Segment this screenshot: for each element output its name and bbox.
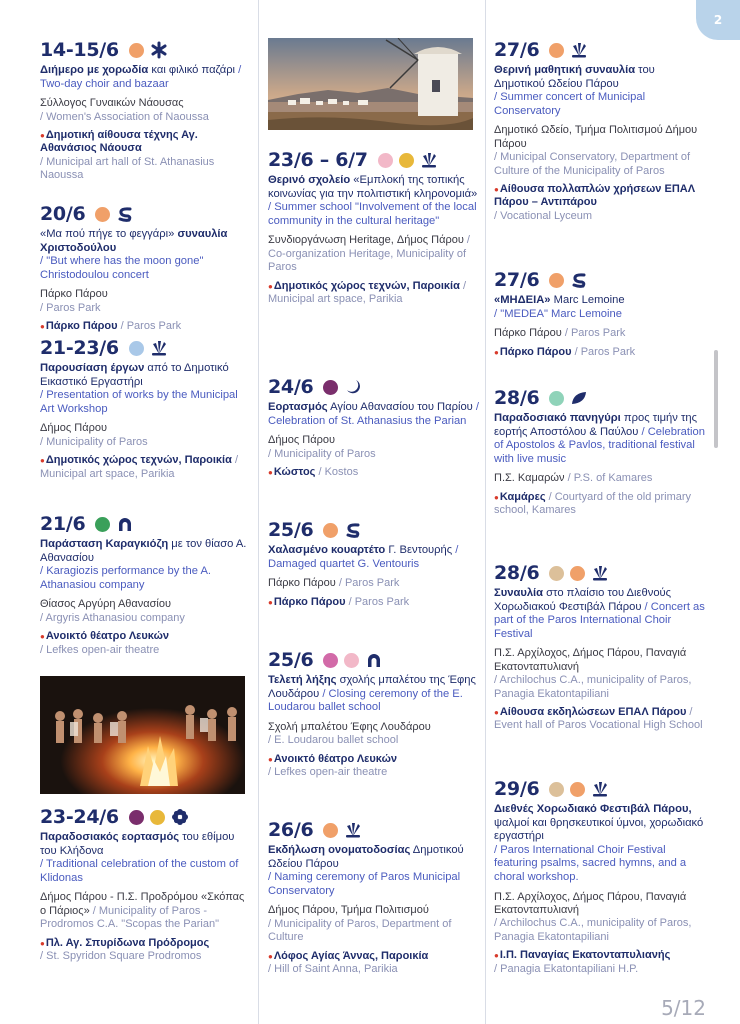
event-date: 24/6 (268, 376, 314, 398)
event-organizer-gr: Πάρκο Πάρου (268, 577, 336, 590)
event-title (268, 544, 480, 571)
event-date: 28/6 (494, 387, 540, 409)
event-organizer-en: / Municipality of Paros (268, 448, 480, 461)
event-title-rest: Marc Lemoine (550, 294, 625, 306)
event-location (494, 949, 706, 962)
event-title (268, 674, 480, 715)
event-title-en: / Summer concert of Municipal Conservatory (494, 91, 706, 118)
event-title-bold: Παράσταση Καραγκιόζη (40, 538, 169, 550)
wave-s-icon (116, 205, 134, 223)
event-title-bold: Διεθνές Χορωδιακό Φεστιβάλ Πάρου, (494, 803, 692, 815)
event-title (494, 803, 706, 844)
event-organizer (268, 721, 480, 734)
event-organizer-gr: Σχολή μπαλέτου Έφης Λουδάρου (268, 720, 431, 733)
category-dot (323, 380, 338, 395)
event-organizer (268, 577, 480, 590)
event-title-en: / Presentation of works by the Municipal Art Workshop (40, 389, 252, 416)
event-title-rest: Αγίου Αθανασίου του Παρίου (327, 401, 473, 413)
event-location-en: / Paros Park (346, 596, 410, 608)
event-organizer (494, 327, 706, 340)
event-location-gr: Δημοτικός χώρος τεχνών, Παροικία (273, 279, 460, 292)
event-title (268, 174, 480, 201)
event-location (268, 950, 480, 963)
event-date-row (40, 202, 252, 226)
event-title-bold: συναυλία Χριστοδούλου (40, 228, 228, 254)
category-dot (549, 391, 564, 406)
event-organizer-gr: Σύλλογος Γυναικών Νάουσας (40, 97, 184, 110)
event-location (494, 706, 706, 733)
event-title-bold: Χαλασμένο κουαρτέτο (268, 544, 386, 556)
flower-icon (171, 808, 189, 826)
event-location-en: / Panagia Ekatontapiliani H.P. (494, 963, 706, 976)
event-title-en: / Celebration of Apostolos & Pavlos, traditional festival with live music (494, 426, 705, 465)
arch-icon (116, 515, 134, 533)
event-location-en: / Paros Park (118, 320, 182, 332)
arch-icon (365, 651, 383, 669)
event-location (268, 753, 480, 766)
event-entry (268, 818, 480, 976)
event-title-rest: στο πλαίσιο του Διεθνούς Χορωδιακού Φεστιβάλ Πάρου (494, 587, 672, 613)
event-organizer (268, 434, 480, 447)
event-title-rest: σχολής μπαλέτου της Έφης Λουδάρου (268, 674, 476, 700)
event-organizer-gr: Δήμος Πάρου, Τμήμα Πολιτισμού (268, 904, 429, 917)
event-title (40, 228, 252, 255)
event-title-en: / Karagiozis performance by the A. Athanasiou company (40, 565, 252, 592)
event-location-en: / Municipal art space, Parikia (268, 280, 466, 305)
event-organizer-gr: Δημοτικό Ωδείο, Τμήμα Πολιτισμού Δήμου Πάρου (494, 124, 698, 150)
event-title (40, 64, 252, 91)
event-date-row (40, 336, 252, 360)
event-title (40, 831, 252, 858)
event-date: 23-24/6 (40, 806, 119, 828)
event-title-en: / Naming ceremony of Paros Municipal Conservatory (268, 871, 480, 898)
event-date: 25/6 (268, 649, 314, 671)
location-pin-icon: ● (494, 492, 499, 502)
event-organizer-en: / Paros Park (40, 302, 252, 315)
event-location-gr: Καμάρες (499, 490, 546, 503)
event-title-en: / Closing ceremony of the E. Loudarou ballet school (268, 688, 463, 714)
column-divider (485, 0, 486, 1024)
event-organizer-en: / Municipality of Paros - Prodromos C.A. "Scopas the Parian" (40, 905, 219, 930)
category-dot (129, 810, 144, 825)
event-title-en: / Concert as part of the Paros International Choir Festival (494, 601, 705, 640)
wave-s-icon (344, 521, 362, 539)
event-entry (494, 38, 706, 223)
event-date: 23/6 – 6/7 (268, 149, 368, 171)
location-pin-icon: ● (40, 456, 45, 466)
event-organizer (40, 598, 252, 611)
event-title-en: / Traditional celebration of the custom of Klidonas (40, 858, 252, 885)
event-organizer-gr: Δήμος Πάρου (40, 422, 107, 435)
event-title-bold: Θερινό σχολείο (268, 174, 351, 186)
category-dot (344, 653, 359, 668)
event-title-bold: Εορτασμός (268, 401, 328, 413)
fan-icon (591, 780, 609, 798)
fan-icon (150, 339, 168, 357)
event-organizer (40, 422, 252, 435)
event-title-bold: Διήμερο με χορωδία (40, 64, 149, 76)
event-location (40, 129, 252, 156)
event-organizer-gr: Δήμος Πάρου (268, 434, 335, 447)
category-dot (549, 566, 564, 581)
event-entry (268, 375, 480, 479)
event-title (40, 538, 252, 565)
event-location (494, 183, 706, 210)
event-title (494, 294, 706, 308)
event-organizer-en: / Paros Park (336, 577, 400, 589)
event-entry (494, 386, 706, 518)
event-location-en: / Event hall of Paros Vocational High School (494, 706, 703, 731)
event-date-row (494, 777, 706, 801)
event-organizer-gr: Πάρκο Πάρου (494, 327, 562, 340)
event-organizer-en: / Argyris Athanasiou company (40, 612, 252, 625)
event-location-en: / Municipal art hall of St. Athanasius Naoussa (40, 156, 252, 183)
event-title-en: / Celebration of St. Athanasius the Parian (268, 401, 479, 427)
location-pin-icon: ● (268, 281, 273, 291)
event-date: 26/6 (268, 819, 314, 841)
event-date: 25/6 (268, 519, 314, 541)
event-title-en: / "MEDEA" Marc Lemoine (494, 308, 706, 322)
event-title-bold: Τελετή λήξης (268, 674, 337, 686)
event-organizer-gr: Συνδιοργάνωση Heritage, Δήμος Πάρου (268, 234, 464, 247)
event-location-en: / Vocational Lyceum (494, 210, 706, 223)
event-location-en: / Courtyard of the old primary school, Kamares (494, 491, 691, 516)
event-organizer (268, 234, 480, 274)
event-title-rest: ψαλμοί και θρησκευτικοί ύμνοι, χορωδιακό εργαστήρι (494, 816, 704, 843)
category-dot (95, 517, 110, 532)
event-organizer (494, 124, 706, 151)
category-dot (323, 653, 338, 668)
event-location-en: / Paros Park (572, 346, 636, 358)
event-title-bold: Θερινή μαθητική συναυλία (494, 64, 636, 76)
event-entry (40, 38, 252, 183)
category-dot (549, 43, 564, 58)
event-location (40, 937, 252, 950)
column-divider (258, 0, 259, 1024)
event-organizer-en: / Co-organization Heritage, Municipality of Paros (268, 234, 470, 273)
category-dot (323, 523, 338, 538)
event-date-row (494, 561, 706, 585)
location-pin-icon: ● (494, 951, 499, 961)
event-location-en: / Municipal art space, Parikia (40, 454, 238, 479)
event-organizer-en: / Archilochus C.A., municipality of Paros, Panagia Ekatontapiliani (494, 917, 706, 944)
event-location (268, 466, 480, 479)
event-title-bold: Παραδοσιακός εορτασμός (40, 831, 180, 843)
event-date: 14-15/6 (40, 39, 119, 61)
event-entry (40, 336, 252, 481)
event-location-gr: Λόφος Αγίας Άννας, Παροικία (273, 949, 429, 962)
event-organizer (268, 904, 480, 917)
event-location (494, 346, 706, 359)
event-location-en: / St. Spyridon Square Prodromos (40, 950, 252, 963)
event-date-row (268, 375, 480, 399)
event-title-en: / Paros International Choir Festival featuring psalms, sacred hymns, and a choral workshop. (494, 844, 706, 885)
event-organizer-en: / Municipality of Paros (40, 436, 252, 449)
event-organizer (40, 97, 252, 110)
event-entry (268, 148, 480, 306)
column-3 (494, 0, 706, 1024)
category-dot (323, 823, 338, 838)
event-title-rest: του εθίμου του Κλήδονα (40, 831, 235, 857)
event-location-gr: Πάρκο Πάρου (499, 345, 572, 358)
event-title-rest: από το Δημοτικό Εικαστικό Εργαστήρι (40, 362, 229, 388)
event-title (268, 844, 480, 871)
event-location-en: / Hill of Saint Anna, Parikia (268, 963, 480, 976)
location-pin-icon: ● (268, 951, 273, 961)
event-location-gr: Αίθουσα πολλαπλών χρήσεων ΕΠΑΛ Πάρου – Αντιπάρου (494, 183, 696, 209)
event-location-gr: Δημοτικός χώρος τεχνών, Παροικία (45, 454, 232, 467)
event-organizer-gr: Π.Σ. Αρχίλοχος, Δήμος Πάρου, Παναγιά Εκατονταπυλιανή (494, 647, 687, 673)
event-title (494, 64, 706, 91)
event-location (40, 320, 252, 333)
event-organizer-gr: Π.Σ. Καμαρών (494, 472, 565, 485)
event-date: 29/6 (494, 778, 540, 800)
event-location-gr: Πάρκο Πάρου (273, 595, 346, 608)
event-organizer-en: / E. Loudarou ballet school (268, 734, 480, 747)
event-organizer-en: / P.S. of Kamares (565, 472, 653, 484)
category-dot (549, 273, 564, 288)
event-date-row (494, 386, 706, 410)
event-title-rest: Γ. Βεντουρής (385, 544, 453, 556)
event-date: 21/6 (40, 513, 86, 535)
event-title-bold: «ΜΗΔΕΙΑ» (494, 294, 551, 306)
event-location-en: / Lefkes open-air theatre (268, 766, 480, 779)
event-entry (494, 561, 706, 733)
event-date-row (40, 512, 252, 536)
event-title-rest: «Μα πού πήγε το φεγγάρι» (40, 228, 178, 240)
event-title-en: / Two-day choir and bazaar (40, 64, 241, 90)
event-date-row (494, 38, 706, 62)
event-organizer-en: / Paros Park (562, 327, 626, 339)
location-pin-icon: ● (40, 131, 45, 140)
category-dot (95, 207, 110, 222)
location-pin-icon: ● (268, 468, 273, 477)
location-pin-icon: ● (494, 185, 499, 194)
event-organizer (40, 288, 252, 301)
event-date-row (268, 518, 480, 542)
event-entry (494, 777, 706, 976)
event-title (494, 587, 706, 641)
column-2 (268, 0, 480, 1024)
event-date: 27/6 (494, 269, 540, 291)
event-location-gr: Πλ. Αγ. Σπυρίδωνα Πρόδρομος (45, 936, 210, 949)
page-number-badge: 2 (696, 0, 740, 40)
event-organizer (40, 891, 252, 931)
event-location (40, 454, 252, 481)
event-organizer (494, 647, 706, 674)
event-organizer-en: / Municipality of Paros, Department of Culture (268, 918, 480, 945)
event-date-row (40, 38, 252, 62)
location-pin-icon: ● (40, 632, 45, 642)
scrollbar[interactable] (714, 350, 718, 448)
event-date: 21-23/6 (40, 337, 119, 359)
event-title (40, 362, 252, 389)
event-title-bold: Παρουσίαση έργων (40, 362, 145, 374)
event-organizer (494, 891, 706, 918)
event-title-rest: με τον θίασο Α. Αθανασίου (40, 538, 247, 564)
category-dot (150, 810, 165, 825)
event-entry (494, 268, 706, 359)
event-organizer-gr: Δήμος Πάρου - Π.Σ. Προδρόμου «Σκόπας ο Πάριος» (40, 891, 245, 917)
event-location (268, 596, 480, 609)
location-pin-icon: ● (40, 322, 45, 332)
event-date: 27/6 (494, 39, 540, 61)
event-organizer-en: / Municipal Conservatory, Department of Culture of the Municipality of Paros (494, 151, 706, 178)
category-dot (129, 341, 144, 356)
event-location (494, 491, 706, 518)
wave-s-icon (570, 271, 588, 289)
category-dot (399, 153, 414, 168)
event-location-gr: Ανοικτό θέατρο Λευκών (273, 752, 397, 765)
leaf-icon (570, 389, 588, 407)
event-location-en: / Kostos (315, 466, 358, 478)
category-dot (549, 782, 564, 797)
event-location-gr: Αίθουσα εκδηλώσεων ΕΠΑΛ Πάρου (499, 706, 687, 718)
location-pin-icon: ● (268, 754, 273, 764)
event-location-gr: Πάρκο Πάρου (45, 320, 118, 333)
fan-icon (570, 41, 588, 59)
event-organizer-gr: Πάρκο Πάρου (40, 288, 108, 301)
event-title-rest: του Δημοτικού Ωδείου Πάρου (494, 64, 655, 90)
category-dot (378, 153, 393, 168)
fan-icon (591, 564, 609, 582)
page-counter: 5/12 (661, 996, 706, 1020)
event-entry (40, 512, 252, 657)
event-location-gr: Ανοικτό θέατρο Λευκών (45, 630, 169, 643)
event-date-row (268, 818, 480, 842)
column-1 (40, 0, 252, 1024)
event-entry (268, 518, 480, 609)
location-pin-icon: ● (494, 708, 499, 717)
event-title-rest: προς τιμήν της εορτής Αποστόλου & Παύλου (494, 412, 698, 438)
event-title (494, 412, 706, 466)
category-dot (129, 43, 144, 58)
event-title-rest: και φιλικό παζάρι (148, 64, 236, 76)
event-title (268, 401, 480, 428)
event-title-bold: Παραδοσιακό πανηγύρι (494, 412, 621, 424)
event-date: 20/6 (40, 203, 86, 225)
event-title-en: / "But where has the moon gone" Christodoulou concert (40, 255, 252, 282)
event-title-en: / Summer school "Involvement of the local community in the cultural heritage" (268, 201, 480, 228)
event-title-rest: «Εμπλοκή της τοπικής κοινωνίας για την πολιτιστική κληρονομιά» (268, 174, 478, 200)
event-title-rest: Δημοτικού Ωδείου Πάρου (268, 844, 464, 870)
category-dot (570, 566, 585, 581)
crescent-icon (344, 378, 362, 396)
event-location-en: / Lefkes open-air theatre (40, 644, 252, 657)
event-organizer-gr: Π.Σ. Αρχίλοχος, Δήμος Πάρου, Παναγιά Εκατονταπυλιανή (494, 890, 687, 916)
asterisk-icon (150, 41, 168, 59)
event-location (40, 630, 252, 643)
event-entry (268, 648, 480, 779)
event-location-gr: Ι.Π. Παναγίας Εκατονταπυλιανής (499, 949, 671, 962)
event-title-en: / Damaged quartet G. Ventouris (268, 544, 458, 570)
event-organizer (494, 472, 706, 485)
event-location-gr: Δημοτική αίθουσα τέχνης Αγ. Αθανάσιος Νάουσα (40, 129, 198, 155)
event-organizer-en: / Archilochus C.A., municipality of Paros, Panagia Ekatontapiliani (494, 674, 706, 701)
location-pin-icon: ● (494, 347, 499, 357)
event-entry (40, 202, 252, 334)
event-date-row (268, 148, 480, 172)
location-pin-icon: ● (268, 597, 273, 607)
event-date-row (40, 805, 252, 829)
event-organizer-en: / Women's Association of Naoussa (40, 111, 252, 124)
event-date-row (494, 268, 706, 292)
event-entry (40, 805, 252, 963)
fan-icon (420, 151, 438, 169)
fan-icon (344, 821, 362, 839)
event-date-row (268, 648, 480, 672)
category-dot (570, 782, 585, 797)
location-pin-icon: ● (40, 938, 45, 948)
event-title-bold: Συναυλία (494, 587, 544, 599)
event-organizer-gr: Θίασος Αργύρη Αθανασίου (40, 598, 171, 611)
event-location (268, 280, 480, 307)
event-location-gr: Κώστος (273, 466, 316, 478)
event-date: 28/6 (494, 562, 540, 584)
event-title-bold: Εκδήλωση ονοματοδοσίας (268, 844, 411, 856)
